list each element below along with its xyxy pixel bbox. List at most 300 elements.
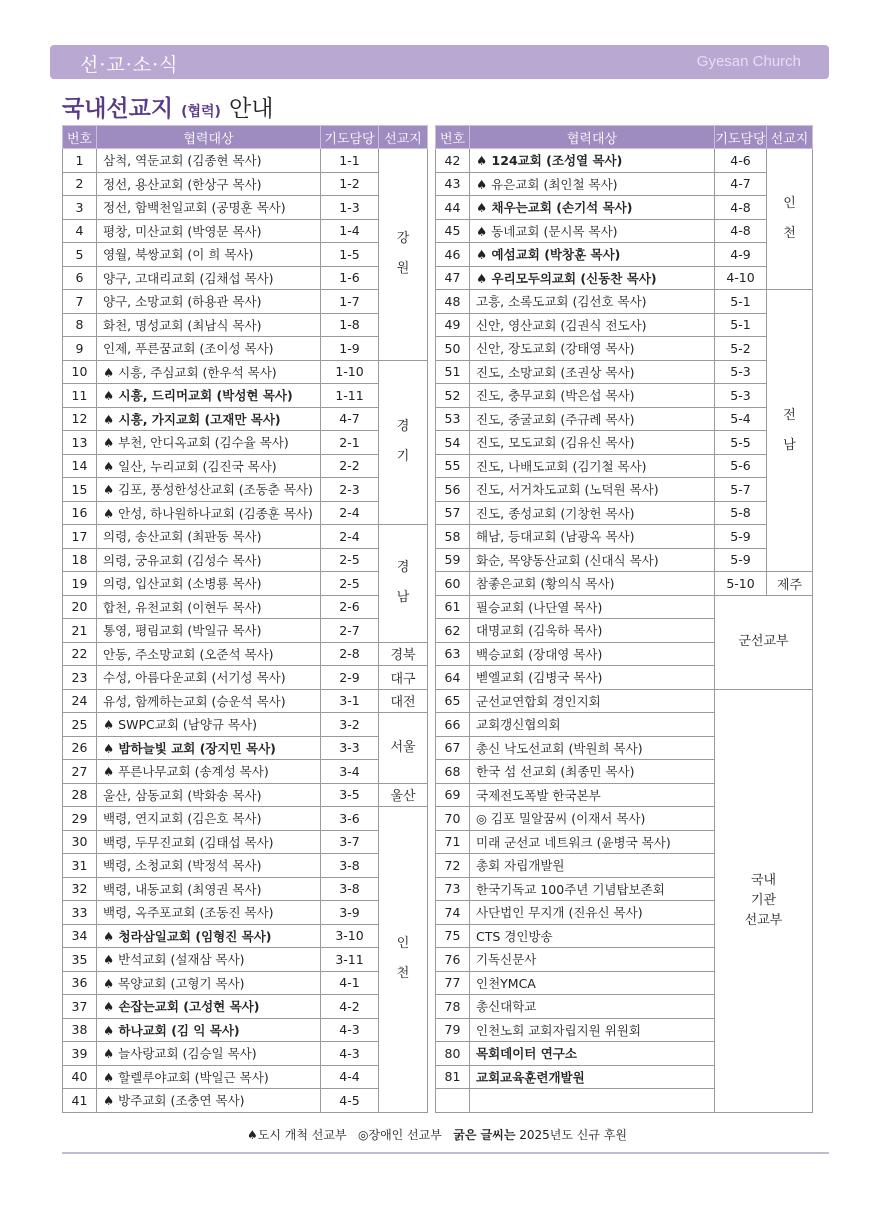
row-number: 52 [436,384,470,408]
partner-church: 신안, 영산교회 (김권식 전도사) [470,313,715,337]
partner-church: ♠ 시흥, 주심교회 (한우석 목사) [97,360,321,384]
title-main: 국내선교지 [62,96,174,122]
row-number: 31 [63,854,97,878]
partner-church: ♠ 목양교회 (고형기 목사) [97,971,321,995]
region-label: 인 천 [767,149,813,290]
row-number: 81 [436,1065,470,1089]
row-number: 69 [436,783,470,807]
prayer-assignment: 1-1 [321,149,379,173]
prayer-assignment: 2-1 [321,431,379,455]
prayer-assignment: 5-5 [715,431,767,455]
table-row [436,337,813,361]
prayer-assignment: 4-3 [321,1042,379,1066]
prayer-assignment: 4-8 [715,219,767,243]
col-header-target: 협력대상 [470,126,715,149]
prayer-assignment: 4-7 [715,172,767,196]
partner-church: ♠ 늘사랑교회 (김승일 목사) [97,1042,321,1066]
row-number: 48 [436,290,470,314]
partner-church: 군선교연합회 경인지회 [470,689,715,713]
row-number: 77 [436,971,470,995]
table-row [436,219,813,243]
prayer-assignment: 2-5 [321,548,379,572]
partner-church: 인천노회 교회자립지원 위원회 [470,1018,715,1042]
row-number: 71 [436,830,470,854]
table-row [63,501,428,525]
right-mission-table [435,125,813,1113]
partner-church: 고흥, 소록도교회 (김선호 목사) [470,290,715,314]
table-row [63,454,428,478]
partner-church: ♠ 방주교회 (조충연 목사) [97,1089,321,1113]
table-row [63,595,428,619]
partner-church: 한국 섬 선교회 (최종민 목사) [470,760,715,784]
partner-church: 한국기독교 100주년 기념탑보존회 [470,877,715,901]
table-row [63,619,428,643]
prayer-assignment: 2-9 [321,666,379,690]
row-number: 50 [436,337,470,361]
partner-church: 미래 군선교 네트워크 (윤병국 목사) [470,830,715,854]
region-label: 서울 [379,713,428,784]
table-row [63,266,428,290]
row-number: 80 [436,1042,470,1066]
prayer-assignment: 4-10 [715,266,767,290]
prayer-assignment: 4-1 [321,971,379,995]
col-header-prayer: 기도담당 [321,126,379,149]
table-row [63,924,428,948]
prayer-assignment: 2-4 [321,501,379,525]
partner-church: 양구, 고대리교회 (김채섭 목사) [97,266,321,290]
row-number: 55 [436,454,470,478]
table-row [63,548,428,572]
partner-church: 백령, 내동교회 (최영권 목사) [97,877,321,901]
prayer-assignment: 3-6 [321,807,379,831]
partner-church: ♠ 푸른나무교회 (송계성 목사) [97,760,321,784]
partner-church: 화순, 목양동산교회 (신대식 목사) [470,548,715,572]
partner-church: 의령, 송산교회 (최판동 목사) [97,525,321,549]
region-label: 대전 [379,689,428,713]
prayer-assignment: 1-8 [321,313,379,337]
row-number: 44 [436,196,470,220]
row-number: 66 [436,713,470,737]
row-number: 24 [63,689,97,713]
legend-bold-note: 굵은 글씨는 [453,1128,516,1142]
row-number: 54 [436,431,470,455]
table-row [436,431,813,455]
prayer-assignment: 5-9 [715,525,767,549]
row-number: 33 [63,901,97,925]
table-row [436,548,813,572]
partner-church: 진도, 충무교회 (박은섭 목사) [470,384,715,408]
row-number: 4 [63,219,97,243]
table-row [63,901,428,925]
row-number: 78 [436,995,470,1019]
table-row [63,877,428,901]
legend-new-support: 2025년도 신규 후원 [519,1128,627,1142]
merged-region-label: 국내 기관 선교부 [715,689,813,1112]
partner-church: 백령, 옥주포교회 (조동진 목사) [97,901,321,925]
partner-church: 총신대학교 [470,995,715,1019]
prayer-assignment: 3-3 [321,736,379,760]
table-row [436,525,813,549]
partner-church: 국제전도폭발 한국본부 [470,783,715,807]
table-row [436,266,813,290]
partner-church: ♠ 예섬교회 (박창훈 목사) [470,243,715,267]
prayer-assignment: 2-6 [321,595,379,619]
partner-church: 안동, 주소망교회 (오준석 목사) [97,642,321,666]
table-row [436,501,813,525]
partner-church: ♠ 우리모두의교회 (신동찬 목사) [470,266,715,290]
table-row [436,595,813,619]
table-row [63,384,428,408]
row-number: 73 [436,877,470,901]
row-number: 17 [63,525,97,549]
partner-church: 진도, 모도교회 (김유신 목사) [470,431,715,455]
partner-church: 총회 자립개발원 [470,854,715,878]
row-number: 10 [63,360,97,384]
prayer-assignment: 4-7 [321,407,379,431]
prayer-assignment: 5-10 [715,572,767,596]
partner-church: 삼척, 역둔교회 (김종현 목사) [97,149,321,173]
partner-church: 정선, 함백천일교회 (공명훈 목사) [97,196,321,220]
region-label: 경 기 [379,360,428,525]
row-number: 1 [63,149,97,173]
row-number: 64 [436,666,470,690]
row-number: 47 [436,266,470,290]
partner-church: 진도, 나배도교회 (김기철 목사) [470,454,715,478]
row-number: 63 [436,642,470,666]
row-number: 75 [436,924,470,948]
row-number: 29 [63,807,97,831]
prayer-assignment: 4-3 [321,1018,379,1042]
prayer-assignment: 1-6 [321,266,379,290]
partner-church: 인천YMCA [470,971,715,995]
row-number: 16 [63,501,97,525]
row-number: 30 [63,830,97,854]
prayer-assignment: 5-2 [715,337,767,361]
table-row [63,713,428,737]
table-row [63,572,428,596]
partner-church: 교회교육훈련개발원 [470,1065,715,1089]
partner-church: 해남, 등대교회 (남광옥 목사) [470,525,715,549]
row-number: 28 [63,783,97,807]
partner-church: 합천, 유천교회 (이현두 목사) [97,595,321,619]
title-rest: 안내 [228,96,274,122]
partner-church: 울산, 삼동교회 (박화송 목사) [97,783,321,807]
row-number: 35 [63,948,97,972]
table-row [436,454,813,478]
partner-church: 인제, 푸른꿈교회 (조이성 목사) [97,337,321,361]
table-row [436,572,813,596]
table-row [63,783,428,807]
prayer-assignment: 5-6 [715,454,767,478]
row-number: 49 [436,313,470,337]
prayer-assignment: 2-7 [321,619,379,643]
table-row [63,995,428,1019]
row-number: 79 [436,1018,470,1042]
row-number: 70 [436,807,470,831]
partner-church: CTS 경인방송 [470,924,715,948]
row-number: 40 [63,1065,97,1089]
table-row [63,948,428,972]
partner-church: 평창, 미산교회 (박영문 목사) [97,219,321,243]
partner-church: 백승교회 (장대영 목사) [470,642,715,666]
row-number: 23 [63,666,97,690]
table-header-row [63,126,428,149]
prayer-assignment: 4-8 [715,196,767,220]
partner-church: 벧엘교회 (김병국 목사) [470,666,715,690]
row-number: 45 [436,219,470,243]
partner-church: ♠ 채우는교회 (손기석 목사) [470,196,715,220]
table-row [63,830,428,854]
partner-church: 정선, 용산교회 (한상구 목사) [97,172,321,196]
partner-church: ♠ 할렐루야교회 (박일근 목사) [97,1065,321,1089]
row-number: 21 [63,619,97,643]
prayer-assignment: 5-4 [715,407,767,431]
row-number: 72 [436,854,470,878]
row-number: 61 [436,595,470,619]
prayer-assignment: 4-6 [715,149,767,173]
partner-church: 대명교회 (김욱하 목사) [470,619,715,643]
table-row [436,360,813,384]
table-row [63,971,428,995]
partner-church [470,1089,715,1113]
row-number: 56 [436,478,470,502]
table-row [63,196,428,220]
region-label: 경 남 [379,525,428,643]
partner-church: 진도, 서거차도교회 (노덕원 목사) [470,478,715,502]
partner-church: 의령, 입산교회 (소병룡 목사) [97,572,321,596]
col-header-no: 번호 [63,126,97,149]
prayer-assignment: 3-4 [321,760,379,784]
row-number: 67 [436,736,470,760]
region-label: 인 천 [379,807,428,1113]
region-label: 제주 [767,572,813,596]
partner-church: 백령, 소청교회 (박정석 목사) [97,854,321,878]
partner-church: 목회데이터 연구소 [470,1042,715,1066]
col-header-prayer: 기도담당 [715,126,767,149]
prayer-assignment: 3-10 [321,924,379,948]
prayer-assignment: 4-9 [715,243,767,267]
partner-church: 백령, 두무진교회 (김태섭 목사) [97,830,321,854]
prayer-assignment: 5-9 [715,548,767,572]
partner-church: ♠ 반석교회 (설재삼 목사) [97,948,321,972]
table-row [436,384,813,408]
row-number: 8 [63,313,97,337]
prayer-assignment: 5-8 [715,501,767,525]
row-number: 27 [63,760,97,784]
row-number: 25 [63,713,97,737]
prayer-assignment: 4-4 [321,1065,379,1089]
partner-church: 유성, 함께하는교회 (승운석 목사) [97,689,321,713]
row-number [436,1089,470,1113]
partner-church: ♠ 동네교회 (문시목 목사) [470,219,715,243]
prayer-assignment: 2-8 [321,642,379,666]
row-number: 51 [436,360,470,384]
partner-church: ♠ 시흥, 드리머교회 (박성현 목사) [97,384,321,408]
table-row [63,760,428,784]
row-number: 6 [63,266,97,290]
prayer-assignment: 3-8 [321,854,379,878]
partner-church: ♠ SWPC교회 (남양규 목사) [97,713,321,737]
table-row [63,172,428,196]
partner-church: 수성, 아름다운교회 (서기성 목사) [97,666,321,690]
partner-church: ♠ 하나교회 (김 익 목사) [97,1018,321,1042]
table-row [63,642,428,666]
table-row [63,525,428,549]
table-row [63,1089,428,1113]
partner-church: ♠ 손잡는교회 (고성현 목사) [97,995,321,1019]
row-number: 20 [63,595,97,619]
table-row [63,689,428,713]
row-number: 46 [436,243,470,267]
row-number: 9 [63,337,97,361]
partner-church: 필승교회 (나단열 목사) [470,595,715,619]
prayer-assignment: 1-4 [321,219,379,243]
table-row [63,290,428,314]
row-number: 57 [436,501,470,525]
prayer-assignment: 2-2 [321,454,379,478]
row-number: 62 [436,619,470,643]
table-row [436,313,813,337]
partner-church: 진도, 중굴교회 (주규례 목사) [470,407,715,431]
prayer-assignment: 3-8 [321,877,379,901]
partner-church: ♠ 김포, 풍성한성산교회 (조동춘 목사) [97,478,321,502]
row-number: 5 [63,243,97,267]
prayer-assignment: 4-2 [321,995,379,1019]
row-number: 38 [63,1018,97,1042]
row-number: 13 [63,431,97,455]
prayer-assignment: 3-2 [321,713,379,737]
partner-church: ♠ 124교회 (조성열 목사) [470,149,715,173]
table-row [63,431,428,455]
partner-church: 교회갱신협의회 [470,713,715,737]
partner-church: 참좋은교회 (황의식 목사) [470,572,715,596]
row-number: 2 [63,172,97,196]
prayer-assignment: 1-3 [321,196,379,220]
prayer-assignment: 5-3 [715,384,767,408]
table-row [63,1042,428,1066]
row-number: 3 [63,196,97,220]
prayer-assignment: 2-4 [321,525,379,549]
row-number: 76 [436,948,470,972]
col-header-region: 선교지 [379,126,428,149]
prayer-assignment: 5-1 [715,290,767,314]
title-paren: (협력) [181,104,221,120]
table-row [63,219,428,243]
legend-church-planting: ♠도시 개척 선교부 [247,1128,347,1142]
partner-church: 화천, 명성교회 (최남식 목사) [97,313,321,337]
prayer-assignment: 2-5 [321,572,379,596]
partner-church: 양구, 소망교회 (하용관 목사) [97,290,321,314]
table-row [63,407,428,431]
row-number: 42 [436,149,470,173]
row-number: 68 [436,760,470,784]
partner-church: 사단법인 무지개 (진유신 목사) [470,901,715,925]
row-number: 53 [436,407,470,431]
partner-church: 기독신문사 [470,948,715,972]
prayer-assignment: 5-3 [715,360,767,384]
partner-church: ♠ 부천, 안디옥교회 (김수율 목사) [97,431,321,455]
partner-church: 진도, 종성교회 (기창헌 목사) [470,501,715,525]
partner-church: 신안, 장도교회 (강태영 목사) [470,337,715,361]
partner-church: 총신 낙도선교회 (박원희 목사) [470,736,715,760]
prayer-assignment: 3-5 [321,783,379,807]
partner-church: ♠ 시흥, 가지교회 (고재만 목사) [97,407,321,431]
row-number: 37 [63,995,97,1019]
table-row [63,854,428,878]
partner-church: 백령, 연지교회 (김은호 목사) [97,807,321,831]
table-row [436,478,813,502]
prayer-assignment: 3-1 [321,689,379,713]
legend [0,1126,874,1143]
partner-church: 영월, 북쌍교회 (이 희 목사) [97,243,321,267]
table-row [436,290,813,314]
row-number: 60 [436,572,470,596]
partner-church: 통영, 평림교회 (박일규 목사) [97,619,321,643]
table-row [63,243,428,267]
row-number: 14 [63,454,97,478]
legend-disability: ◎장애인 선교부 [358,1128,442,1142]
region-label: 대구 [379,666,428,690]
row-number: 7 [63,290,97,314]
row-number: 34 [63,924,97,948]
table-row [63,149,428,173]
row-number: 36 [63,971,97,995]
table-row [436,407,813,431]
merged-region-label: 군선교부 [715,595,813,689]
table-row [63,337,428,361]
row-number: 19 [63,572,97,596]
partner-church: ♠ 밤하늘빛 교회 (장지민 목사) [97,736,321,760]
prayer-assignment: 5-1 [715,313,767,337]
col-header-target: 협력대상 [97,126,321,149]
row-number: 22 [63,642,97,666]
partner-church: ♠ 청라삼일교회 (임형진 목사) [97,924,321,948]
partner-church: ♠ 안성, 하나원하나교회 (김종훈 목사) [97,501,321,525]
partner-church: ◎ 김포 밀알꿈씨 (이재서 목사) [470,807,715,831]
table-row [436,172,813,196]
partner-church: 진도, 소망교회 (조권상 목사) [470,360,715,384]
table-row [63,736,428,760]
col-header-region: 선교지 [767,126,813,149]
row-number: 12 [63,407,97,431]
table-row [436,689,813,713]
col-header-no: 번호 [436,126,470,149]
prayer-assignment: 1-7 [321,290,379,314]
row-number: 43 [436,172,470,196]
prayer-assignment: 1-11 [321,384,379,408]
partner-church: ♠ 유은교회 (최인철 목사) [470,172,715,196]
table-row [63,1065,428,1089]
prayer-assignment: 1-10 [321,360,379,384]
table-row [63,666,428,690]
row-number: 11 [63,384,97,408]
prayer-assignment: 2-3 [321,478,379,502]
row-number: 58 [436,525,470,549]
prayer-assignment: 1-9 [321,337,379,361]
table-header-row [436,126,813,149]
page-title [62,90,273,123]
row-number: 15 [63,478,97,502]
left-mission-table [62,125,428,1113]
row-number: 26 [63,736,97,760]
prayer-assignment: 1-5 [321,243,379,267]
table-row [436,243,813,267]
prayer-assignment: 1-2 [321,172,379,196]
table-row [63,313,428,337]
table-row [63,807,428,831]
church-name: Gyesan Church [696,53,801,70]
row-number: 18 [63,548,97,572]
